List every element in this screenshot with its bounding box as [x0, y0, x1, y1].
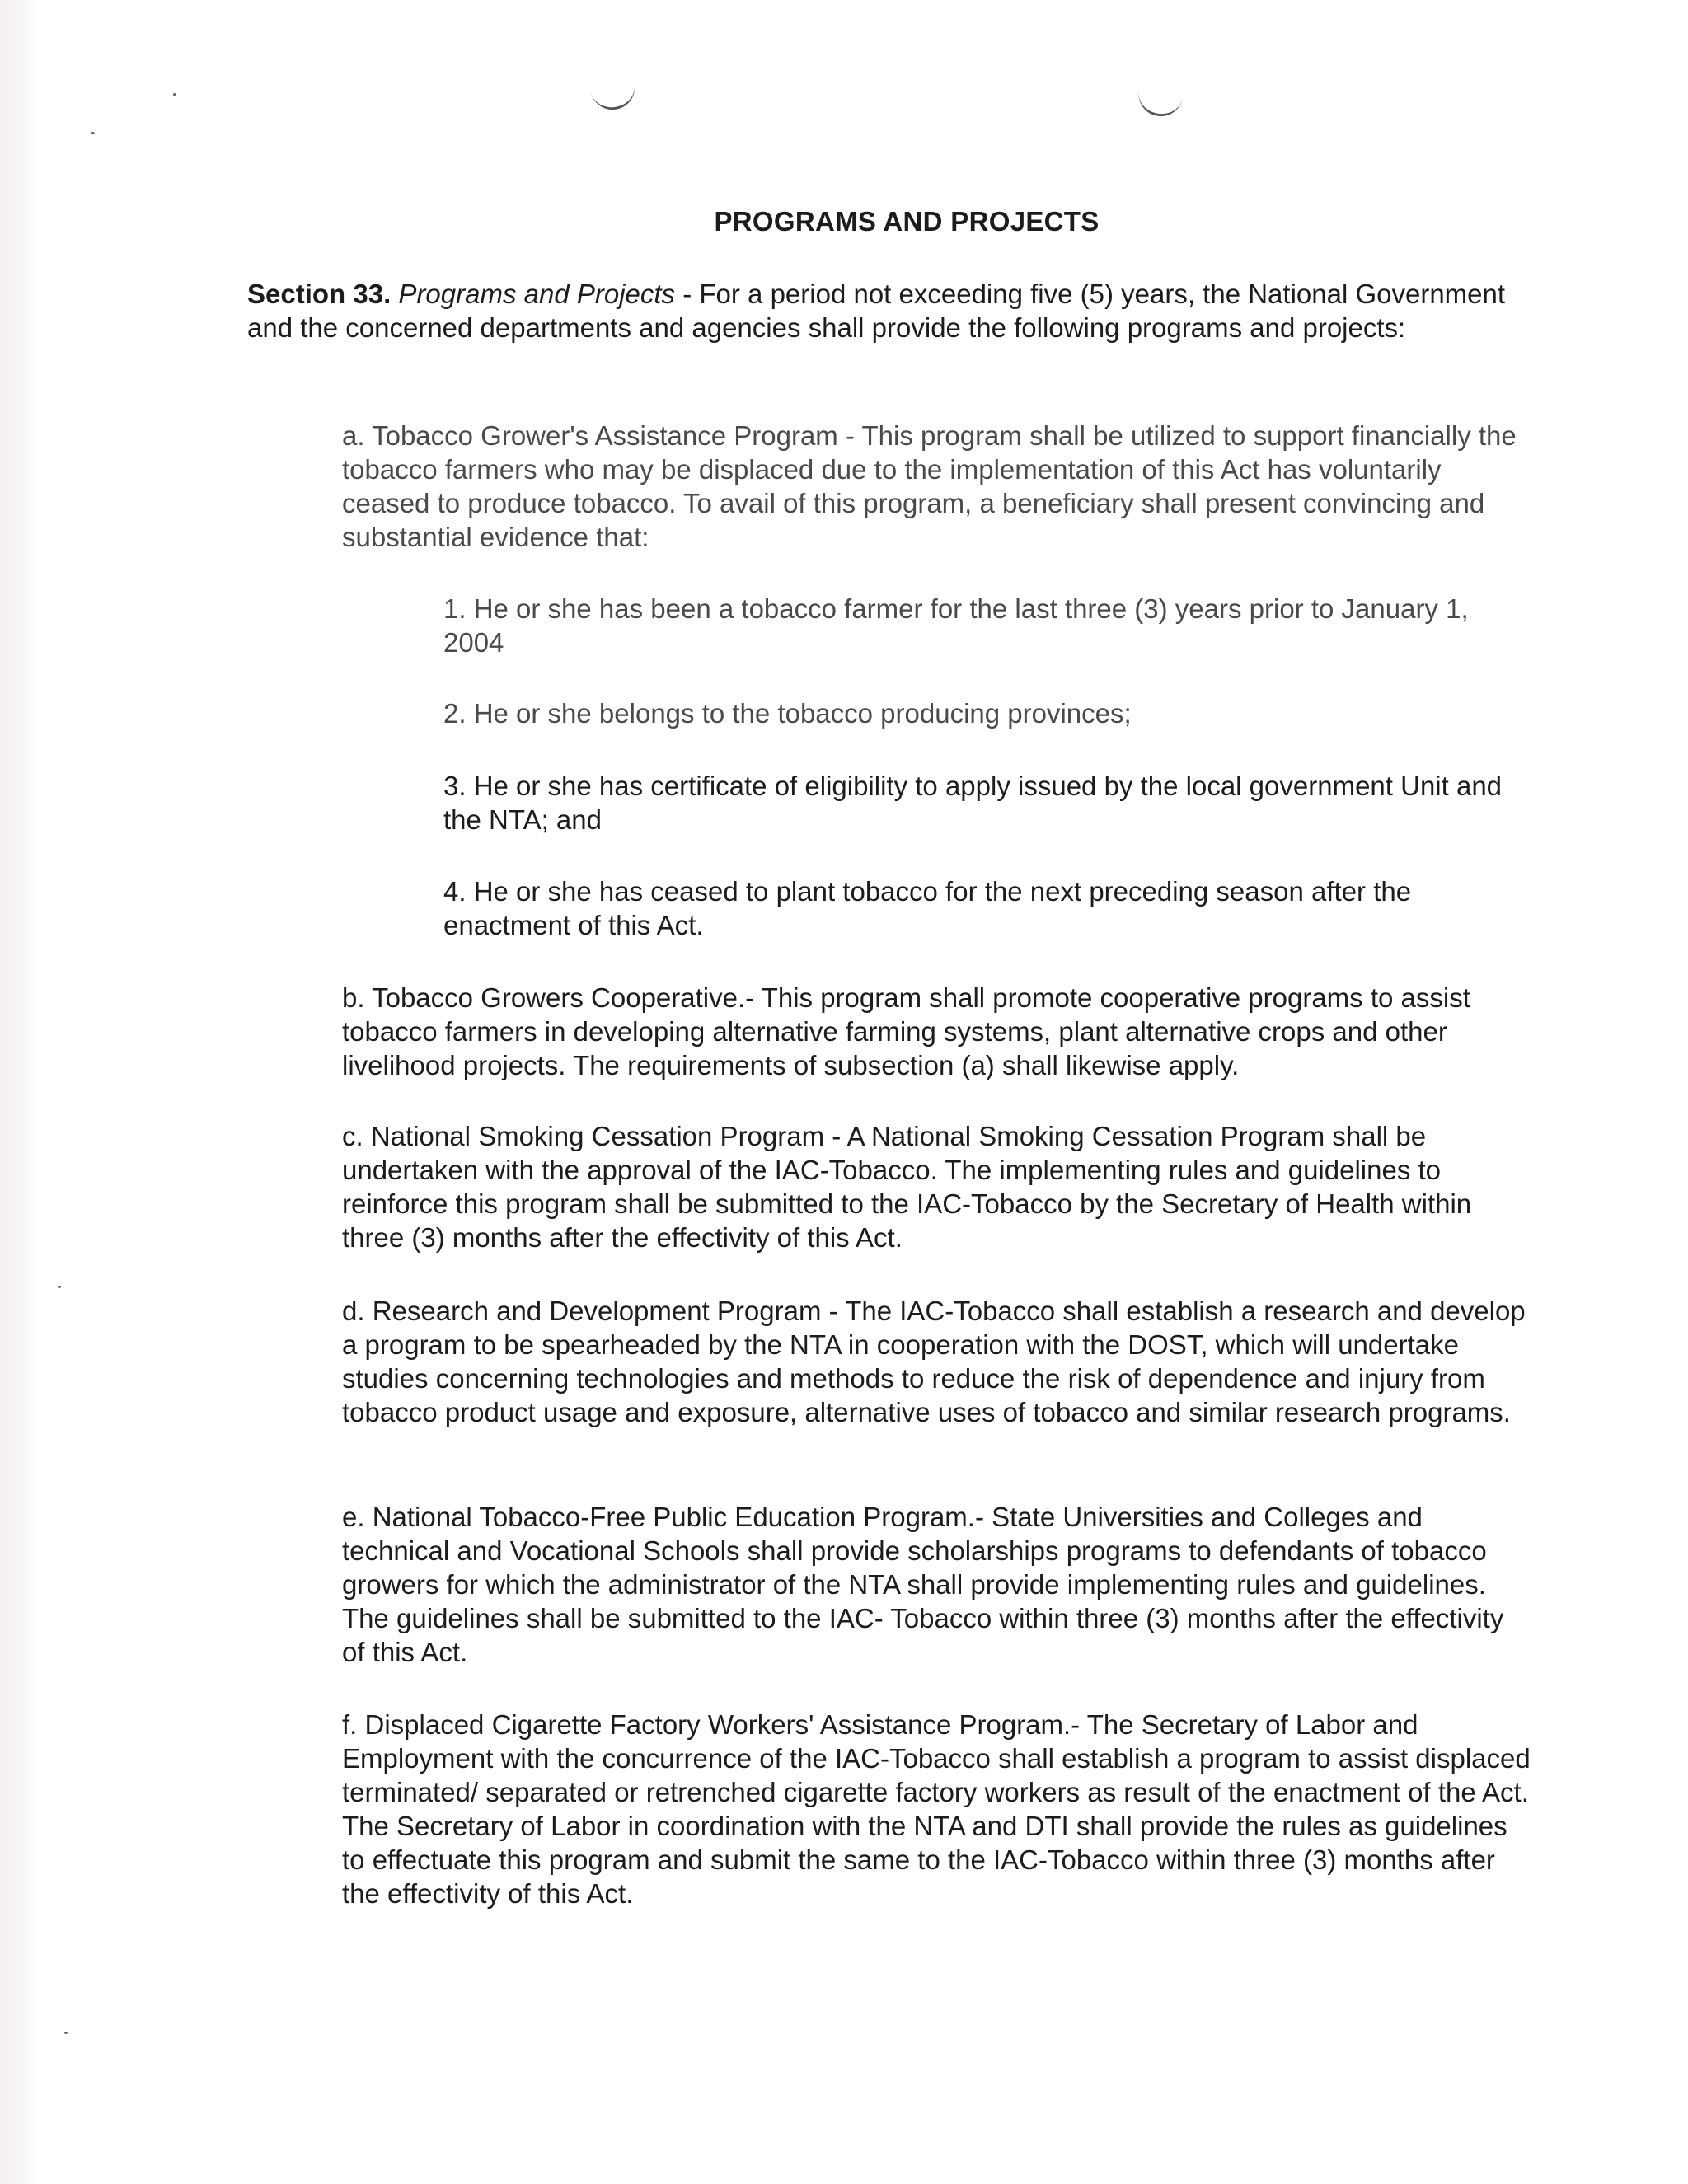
page-title: PROGRAMS AND PROJECTS	[714, 206, 1100, 237]
eligibility-item-4: 4. He or she has ceased to plant tobacco for the next preceding season after the enactment of this Act.	[443, 876, 1412, 940]
section-text: - For a period not exceeding five (5) years, the National Government and the concerned departments and agencies shall provide the following programs and projects:	[247, 279, 1506, 343]
eligibility-item-3: 3. He or she has certificate of eligibility to apply issued by the local government Unit and the NTA; and	[443, 771, 1503, 835]
program-item-c: c. National Smoking Cessation Program - A National Smoking Cessation Program shall be undertaken with the approval of the IAC-Tobacco. The implementing rules and guidelines to reinforce this program shall be submitted to the IAC-Tobacco by the Secretary of Health within three (3) months after the effectivity of this Act.	[342, 1121, 1472, 1253]
section-title: Programs and Projects	[398, 279, 676, 309]
program-item-b: b. Tobacco Growers Cooperative.- This program shall promote cooperative programs to assist tobacco farmers in developing alternative farming systems, plant alternative crops and other livelihood projects. The requirements of subsection (a) shall likewise apply.	[342, 982, 1470, 1080]
section-number: Section 33.	[247, 279, 392, 309]
eligibility-item-2: 2. He or she belongs to the tobacco producing provinces;	[443, 698, 1132, 729]
program-item-f: f. Displaced Cigarette Factory Workers' Assistance Program.- The Secretary of Labor and Employment with the concurrence of the IAC-Tobacco shall establish a program to assist displaced terminated/ separated or retrenched cigarette factory workers as result of the enactment of the Act. The Secretary of Labor in coordination with the NTA and DTI shall provide the rules as guidelines to effectuate this program and submit the same to the IAC-Tobacco within three (3) months after the effectivity of this Act.	[342, 1709, 1531, 1909]
program-item-d: d. Research and Development Program - The IAC-Tobacco shall establish a research and develop a program to be spearheaded by the NTA in cooperation with the DOST, which will undertake studies concerning technologies and methods to reduce the risk of dependence and injury from tobacco product usage and exposure, alternative uses of tobacco and similar research programs.	[342, 1296, 1526, 1427]
section-intro-paragraph	[247, 277, 1533, 344]
eligibility-item-1: 1. He or she has been a tobacco farmer for the last three (3) years prior to January 1, 2004	[443, 593, 1469, 658]
program-item-a: a. Tobacco Grower's Assistance Program - This program shall be utilized to support financially the tobacco farmers who may be displaced due to the implementation of this Act has voluntarily ceased to produce tobacco. To avail of this program, a beneficiary shall present convincing and substantial evidence that:	[342, 420, 1517, 552]
program-item-e: e. National Tobacco-Free Public Education Program.- State Universities and Colleges and technical and Vocational Schools shall provide scholarships programs to defendants of tobacco growers for which the administrator of the NTA shall provide implementing rules and guidelines. The guidelines shall be submitted to the IAC- Tobacco within three (3) months after the effectivity of this Act.	[342, 1502, 1504, 1667]
